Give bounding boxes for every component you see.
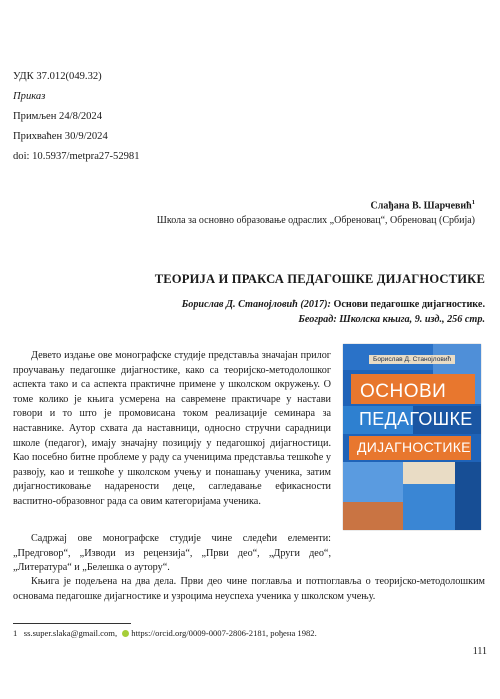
footnote-divider: [13, 623, 131, 624]
cover-title-line-2: ПЕДАГОШКЕ: [359, 409, 473, 429]
footnote-email[interactable]: ss.super.slaka@gmail.com,: [23, 628, 118, 638]
footnote: [13, 628, 317, 638]
cover-title-line-3: ДИЈАГНОСТИКЕ: [357, 439, 471, 455]
body-paragraph-2: Садржај ове монографске студије чине следећи елементи: „Предговор“, „Изводи из рецензија“, „Први део“, „Други део“, „Литература“ и „Белешка о аутору“.: [13, 533, 331, 574]
author-block: [157, 196, 475, 228]
footnote-orcid[interactable]: https://orcid.org/0009-0007-2806-2181, рођена 1982.: [131, 628, 317, 638]
udk-code: УДК 37.012(049.32): [13, 71, 102, 82]
article-type: Приказ: [13, 91, 46, 102]
publisher-line: Београд: Школска књига, 9. изд., 256 стр.: [298, 313, 485, 325]
page-number: 111: [472, 646, 487, 657]
book-cover-image: [343, 344, 481, 530]
cover-title-line-1: ОСНОВИ: [360, 381, 447, 402]
author-name: Слађана В. Шарчевић$^1$: [370, 199, 475, 212]
book-title: Основи педагошке дијагностике.: [333, 299, 485, 310]
body-paragraph-1: Девето издање ове монографске студије представља значајан прилог проучавању педагошке дијагностике, како са теоријско-методолошког аспекта тако и са аспекта практичне примене у школском окружењу. О томе колико је књига усмерена на савремене практичаре у настави говори и то што је промовисана током реализације семинара за наставнике. Аутор схвата да наставници, односно стручни сарадници школе (педагог), имају значајну позицију у педагошкој дијагностици. Као посебно битне проблеме у раду са ученицима представља тешкоће у развоју, као и тешкоће у школском учењу и понашању ученика, затим дијагностиковање надарености деце, сагледавање ефикасности васпитно-образовног рада са овим категоријама ученика.: [13, 350, 331, 507]
accepted-date: Прихваћен 30/9/2024: [13, 131, 108, 142]
footnote-number: 1: [13, 628, 18, 638]
book-author-year: Борислав Д. Станојловић (2017):: [181, 299, 331, 310]
body-paragraph-3: Књига је подељена на два дела. Први део чине поглавља и потпоглавља о теоријско-методолошким основама педагошке дијагностике и узроцима неуспеха ученика у школском учењу.: [13, 576, 485, 602]
orcid-icon: [122, 630, 129, 637]
author-affiliation: Школа за основно образовање одраслих „Обреновац“, Обреновац (Србија): [156, 214, 475, 226]
doi[interactable]: doi: 10.5937/metpra27-52981: [13, 151, 140, 162]
book-source: [182, 298, 485, 327]
cover-author: Борислав Д. Станојловић: [369, 355, 455, 364]
article-metadata: [13, 67, 313, 167]
received-date: Примљен 24/8/2024: [13, 111, 103, 122]
footnote-mark[interactable]: 1: [471, 199, 475, 206]
review-title: ТЕОРИЈА И ПРАКСА ПЕДАГОШКЕ ДИЈАГНОСТИКЕ: [154, 272, 485, 286]
